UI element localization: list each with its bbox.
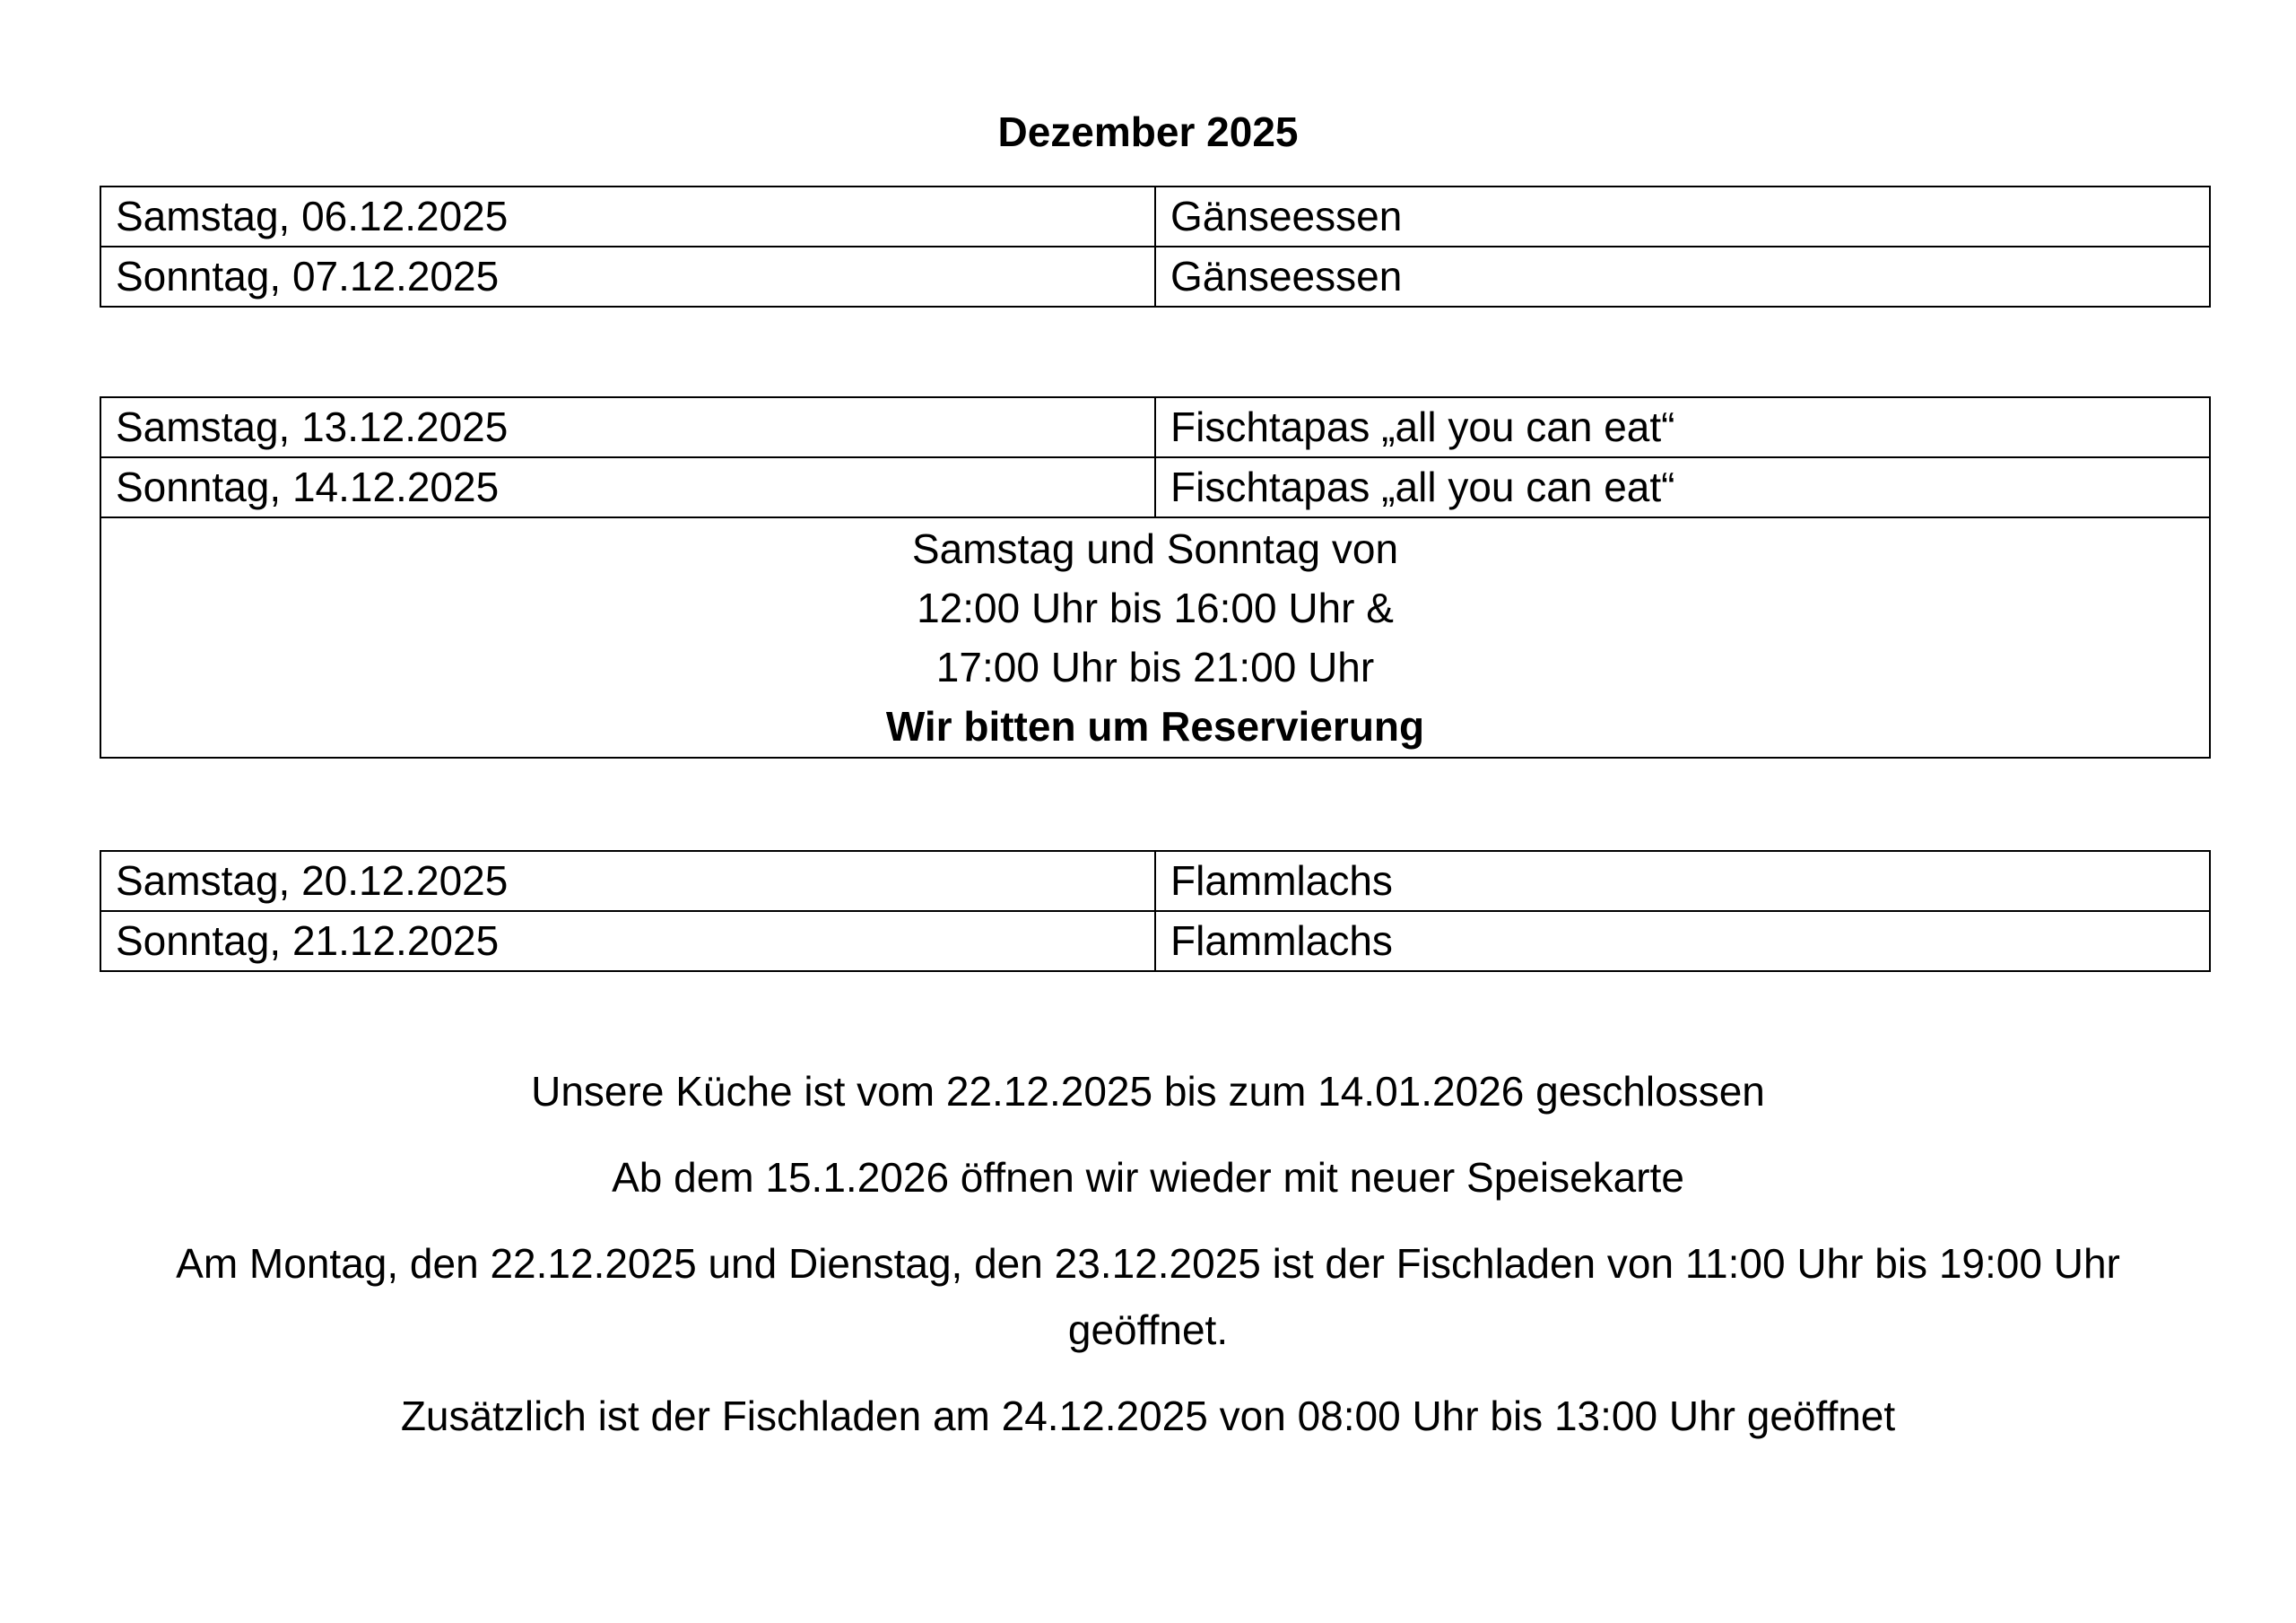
date-cell: Samstag, 13.12.2025 (100, 397, 1155, 457)
note-line: 17:00 Uhr bis 21:00 Uhr (935, 644, 1375, 690)
event-cell: Fischtapas „all you can eat“ (1155, 457, 2210, 517)
event-cell: Flammlachs (1155, 911, 2210, 971)
fish-shop-hours-text: Am Montag, den 22.12.2025 und Dienstag, den 23.12.2025 ist der Fischladen von 11:00 Uhr bis 19:00 Uhr geöffnet. (176, 1240, 2120, 1353)
table-row (100, 397, 2210, 457)
event-cell: Flammlachs (1155, 851, 2210, 911)
kitchen-closed-text: Unsere Küche ist vom 22.12.2025 bis zum 14.01.2026 geschlossen (531, 1068, 1765, 1115)
info-block (126, 1058, 2170, 1469)
note-line: Samstag und Sonntag von (911, 525, 1399, 572)
date-cell: Sonntag, 07.12.2025 (100, 247, 1155, 307)
table-row (100, 247, 2210, 307)
event-cell: Gänseessen (1155, 187, 2210, 247)
date-cell: Samstag, 06.12.2025 (100, 187, 1155, 247)
reopening-text: Ab dem 15.1.2026 öffnen wir wieder mit neuer Speisekarte (612, 1154, 1684, 1201)
table-row (100, 911, 2210, 971)
date-cell: Samstag, 20.12.2025 (100, 851, 1155, 911)
schedule-table-goose (100, 186, 2211, 308)
table-row (100, 517, 2210, 758)
schedule-table-fishtapas (100, 396, 2211, 759)
opening-hours-note (100, 517, 2210, 758)
page-title: Dezember 2025 (997, 108, 1299, 155)
reservation-note: Wir bitten um Reservierung (885, 703, 1425, 750)
fish-shop-extra-hours-text: Zusätzlich ist der Fischladen am 24.12.2025 von 08:00 Uhr bis 13:00 Uhr geöffnet (400, 1393, 1896, 1439)
date-cell: Sonntag, 21.12.2025 (100, 911, 1155, 971)
event-cell: Fischtapas „all you can eat“ (1155, 397, 2210, 457)
date-cell: Sonntag, 14.12.2025 (100, 457, 1155, 517)
table-row (100, 457, 2210, 517)
table-row (100, 851, 2210, 911)
schedule-table-salmon (100, 850, 2211, 972)
note-line: 12:00 Uhr bis 16:00 Uhr & (917, 585, 1394, 631)
event-cell: Gänseessen (1155, 247, 2210, 307)
table-row (100, 187, 2210, 247)
